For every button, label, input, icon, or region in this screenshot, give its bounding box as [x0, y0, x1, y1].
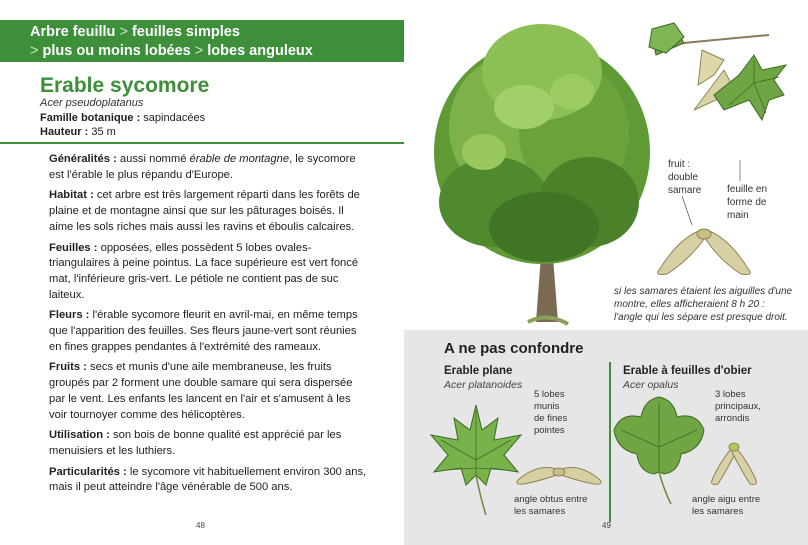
species-title: Erable sycomore — [40, 74, 210, 97]
title-divider — [0, 142, 404, 144]
section-feuilles: Feuilles : opposées, elles possèdent 5 lobes ovales-triangulaires à peine pointus. La face supérieure est vert foncé mat, l'inférieure gris-vert. Le pétiole ne contient pas de suc laiteux. — [49, 241, 359, 301]
section-fruits: Fruits : secs et munis d'une aile membraneuse, les fruits groupés par 2 forment une double samare qui sera dispersée par le vent. Les enfants les lancent en l'air et s'amusent à les voir tournoyer comme des hélicoptères. — [49, 361, 353, 421]
opalus-maple-angle-note: angle aigu entre les samares — [692, 494, 761, 517]
confusion-title: A ne pas confondre — [444, 340, 584, 357]
leaf-caption: feuille en forme de main — [727, 184, 768, 221]
banner-level-2: feuilles simples — [131, 24, 240, 40]
section-utilisation: Utilisation : son bois de bonne qualité est apprécié par les menuisiers et les luthiers. — [49, 429, 342, 457]
fruit-caption: fruit : double samare — [668, 159, 702, 196]
banner-level-1: Arbre feuillu — [30, 24, 116, 40]
banner-level-4: lobes anguleux — [207, 43, 313, 59]
plane-maple-samara-illustration — [514, 452, 604, 492]
opalus-maple-title: Erable à feuilles d'obier — [623, 365, 752, 377]
plane-maple-latin: Acer platanoides — [444, 379, 523, 391]
family-line: Famille botanique : sapindacées — [40, 112, 206, 124]
samara-illustration — [649, 220, 759, 280]
banner-separator: > — [119, 24, 128, 40]
section-fleurs: Fleurs : l'érable sycomore fleurit en avril-mai, en même temps que l'apparition des feuilles. Ses fleurs jaune-vert sont réunies en fines grappes pendantes à l'extrémité des rameaux. — [49, 309, 358, 353]
section-habitat: Habitat : cet arbre est très largement réparti dans les forêts de plaine et de montagne ainsi que sur les pâturages boisés. Il aime les sols riches mais aussi les ravins et éboulis calcaires. — [49, 189, 360, 233]
plane-maple-leaf-note: 5 lobes munis de fines pointes — [534, 389, 568, 436]
section-particularites: Particularités : le sycomore vit habituellement environ 300 ans, mais il peut atteindre l'âge vénérable de 500 ans. — [49, 465, 367, 494]
classification-banner — [0, 20, 404, 62]
plane-maple-leaf-illustration — [426, 400, 526, 520]
opalus-maple-leaf-illustration — [609, 392, 709, 507]
description-body — [49, 152, 371, 501]
latin-name: Acer pseudoplatanus — [40, 97, 144, 109]
banner-separator: > — [30, 43, 39, 59]
banner-separator: > — [194, 43, 204, 59]
page-number: 48 — [196, 521, 205, 530]
opalus-maple-samara-illustration — [704, 438, 764, 488]
right-page — [404, 0, 808, 545]
page-number: 49 — [602, 521, 611, 530]
opalus-maple-latin: Acer opalus — [623, 379, 679, 391]
plane-maple-angle-note: angle obtus entre les samares — [514, 494, 588, 517]
section-generalites: Généralités : aussi nommé érable de montagne, le sycomore est l'érable le plus répandu d'Europe. — [49, 153, 356, 181]
caption-pointers — [404, 0, 808, 330]
banner-level-3: plus ou moins lobées — [42, 43, 191, 59]
samara-angle-note: si les samares étaient les aiguilles d'une montre, elles afficheraient 8 h 20 : l'angle qui les sépare est presque droit. — [614, 286, 793, 323]
plane-maple-title: Erable plane — [444, 365, 513, 377]
opalus-maple-leaf-note: 3 lobes principaux, arrondis — [715, 389, 761, 424]
height-line: Hauteur : 35 m — [40, 126, 116, 138]
